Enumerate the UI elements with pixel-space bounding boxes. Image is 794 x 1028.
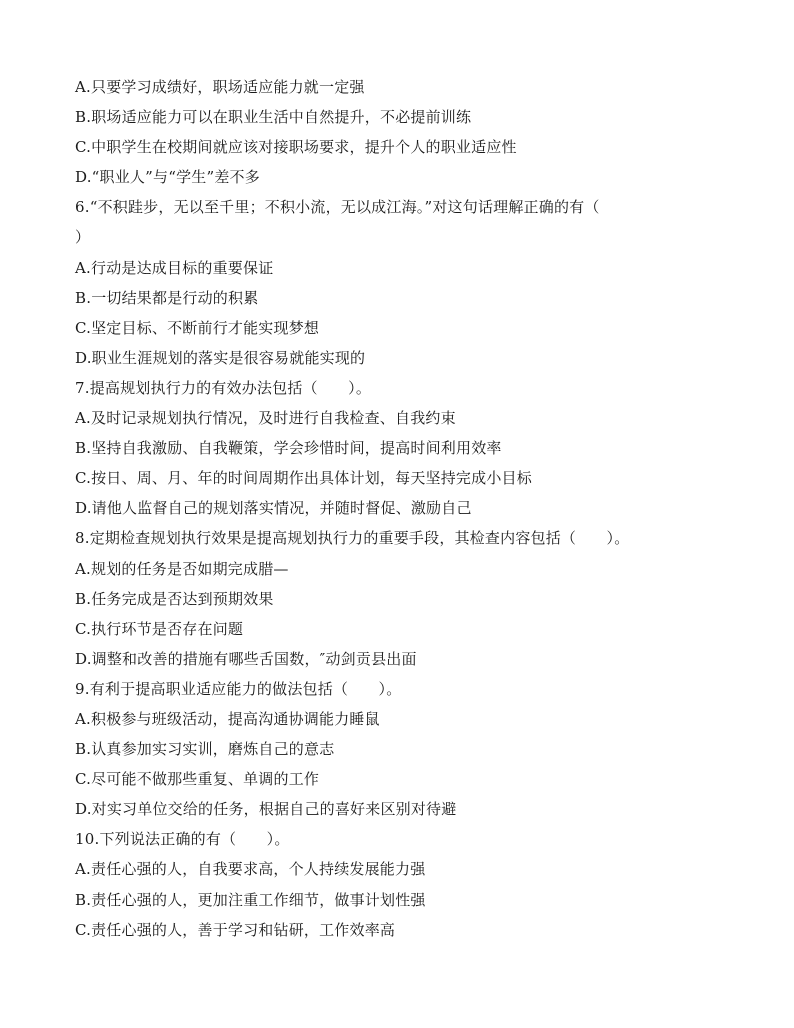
option-line-c-q5: C.中职学生在校期间就应该对接职场要求，提升个人的职业适应性 [75,138,517,157]
option-line-a-q7: A.及时记录规划执行情况，及时进行自我检查、自我约束 [75,409,456,428]
question-7-line: 7.提高规划执行力的有效办法包括（ ）。 [75,378,372,397]
question-8-line: 8.定期检查规划执行效果是提高规划执行力的重要手段，其检查内容包括（ ）。 [75,529,630,548]
question-10-line: 10.下列说法正确的有（ ）。 [75,830,290,849]
question-9-line: 9.有利于提高职业适应能力的做法包括（ ）。 [75,679,402,698]
option-line-a-q5: A.只要学习成绩好，职场适应能力就一定强 [75,78,365,96]
option-line-b-q6: B.一切结果都是行动的积累 [75,288,259,307]
option-line-c-q7: C.按日、周、月、年的时间周期作出具体计划，每天坚持完成小目标 [75,469,532,488]
option-line-c-q6: C.坚定目标、不断前行才能实现梦想 [75,318,320,337]
option-line-d-q6: D.职业生涯规划的落实是很容易就能实现的 [75,348,366,367]
question-6-line: 6.“不积跬步，无以至千里；不积小流，无以成江海。”对这句话理解正确的有（ [75,198,600,217]
question-6-line-end: ） [75,228,91,247]
option-line-b-q9: B.认真参加实习实训，磨炼自己的意志 [75,740,335,759]
option-line-c-q10: C.责任心强的人，善于学习和钻研，工作效率高 [75,920,396,939]
option-line-b-q8: B.任务完成是否达到预期效果 [75,589,274,608]
option-line-d-q7: D.请他人监督自己的规划落实情况，并随时督促、激励自己 [75,499,472,518]
option-line-b-q5: B.职场适应能力可以在职业生活中自然提升，不必提前训练 [75,108,472,127]
option-line-d-q5: D.“职业人”与“学生”差不多 [75,168,260,187]
option-line-a-q6: A.行动是达成目标的重要保证 [75,258,274,277]
option-line-b-q7: B.坚持自我激励、自我鞭策，学会珍惜时间，提高时间利用效率 [75,439,502,458]
option-line-d-q9: D.对实习单位交给的任务，根据自己的喜好来区别对待避 [75,800,457,819]
option-line-c-q9: C.尽可能不做那些重复、单调的工作 [75,770,320,789]
option-line-a-q10: A.责任心强的人，自我要求高，个人持续发展能力强 [75,860,426,879]
option-line-a-q8: A.规划的任务是否如期完成腊— [75,559,289,578]
option-line-c-q8: C.执行环节是否存在问题 [75,619,244,638]
option-line-d-q8: D.调整和改善的措施有哪些舌国数，″动剑贡县出面 [75,649,417,668]
option-line-a-q9: A.积极参与班级活动，提高沟通协调能力睡鼠 [75,709,380,728]
question-text-block [75,72,715,945]
option-line-b-q10: B.责任心强的人，更加注重工作细节，做事计划性强 [75,890,426,909]
